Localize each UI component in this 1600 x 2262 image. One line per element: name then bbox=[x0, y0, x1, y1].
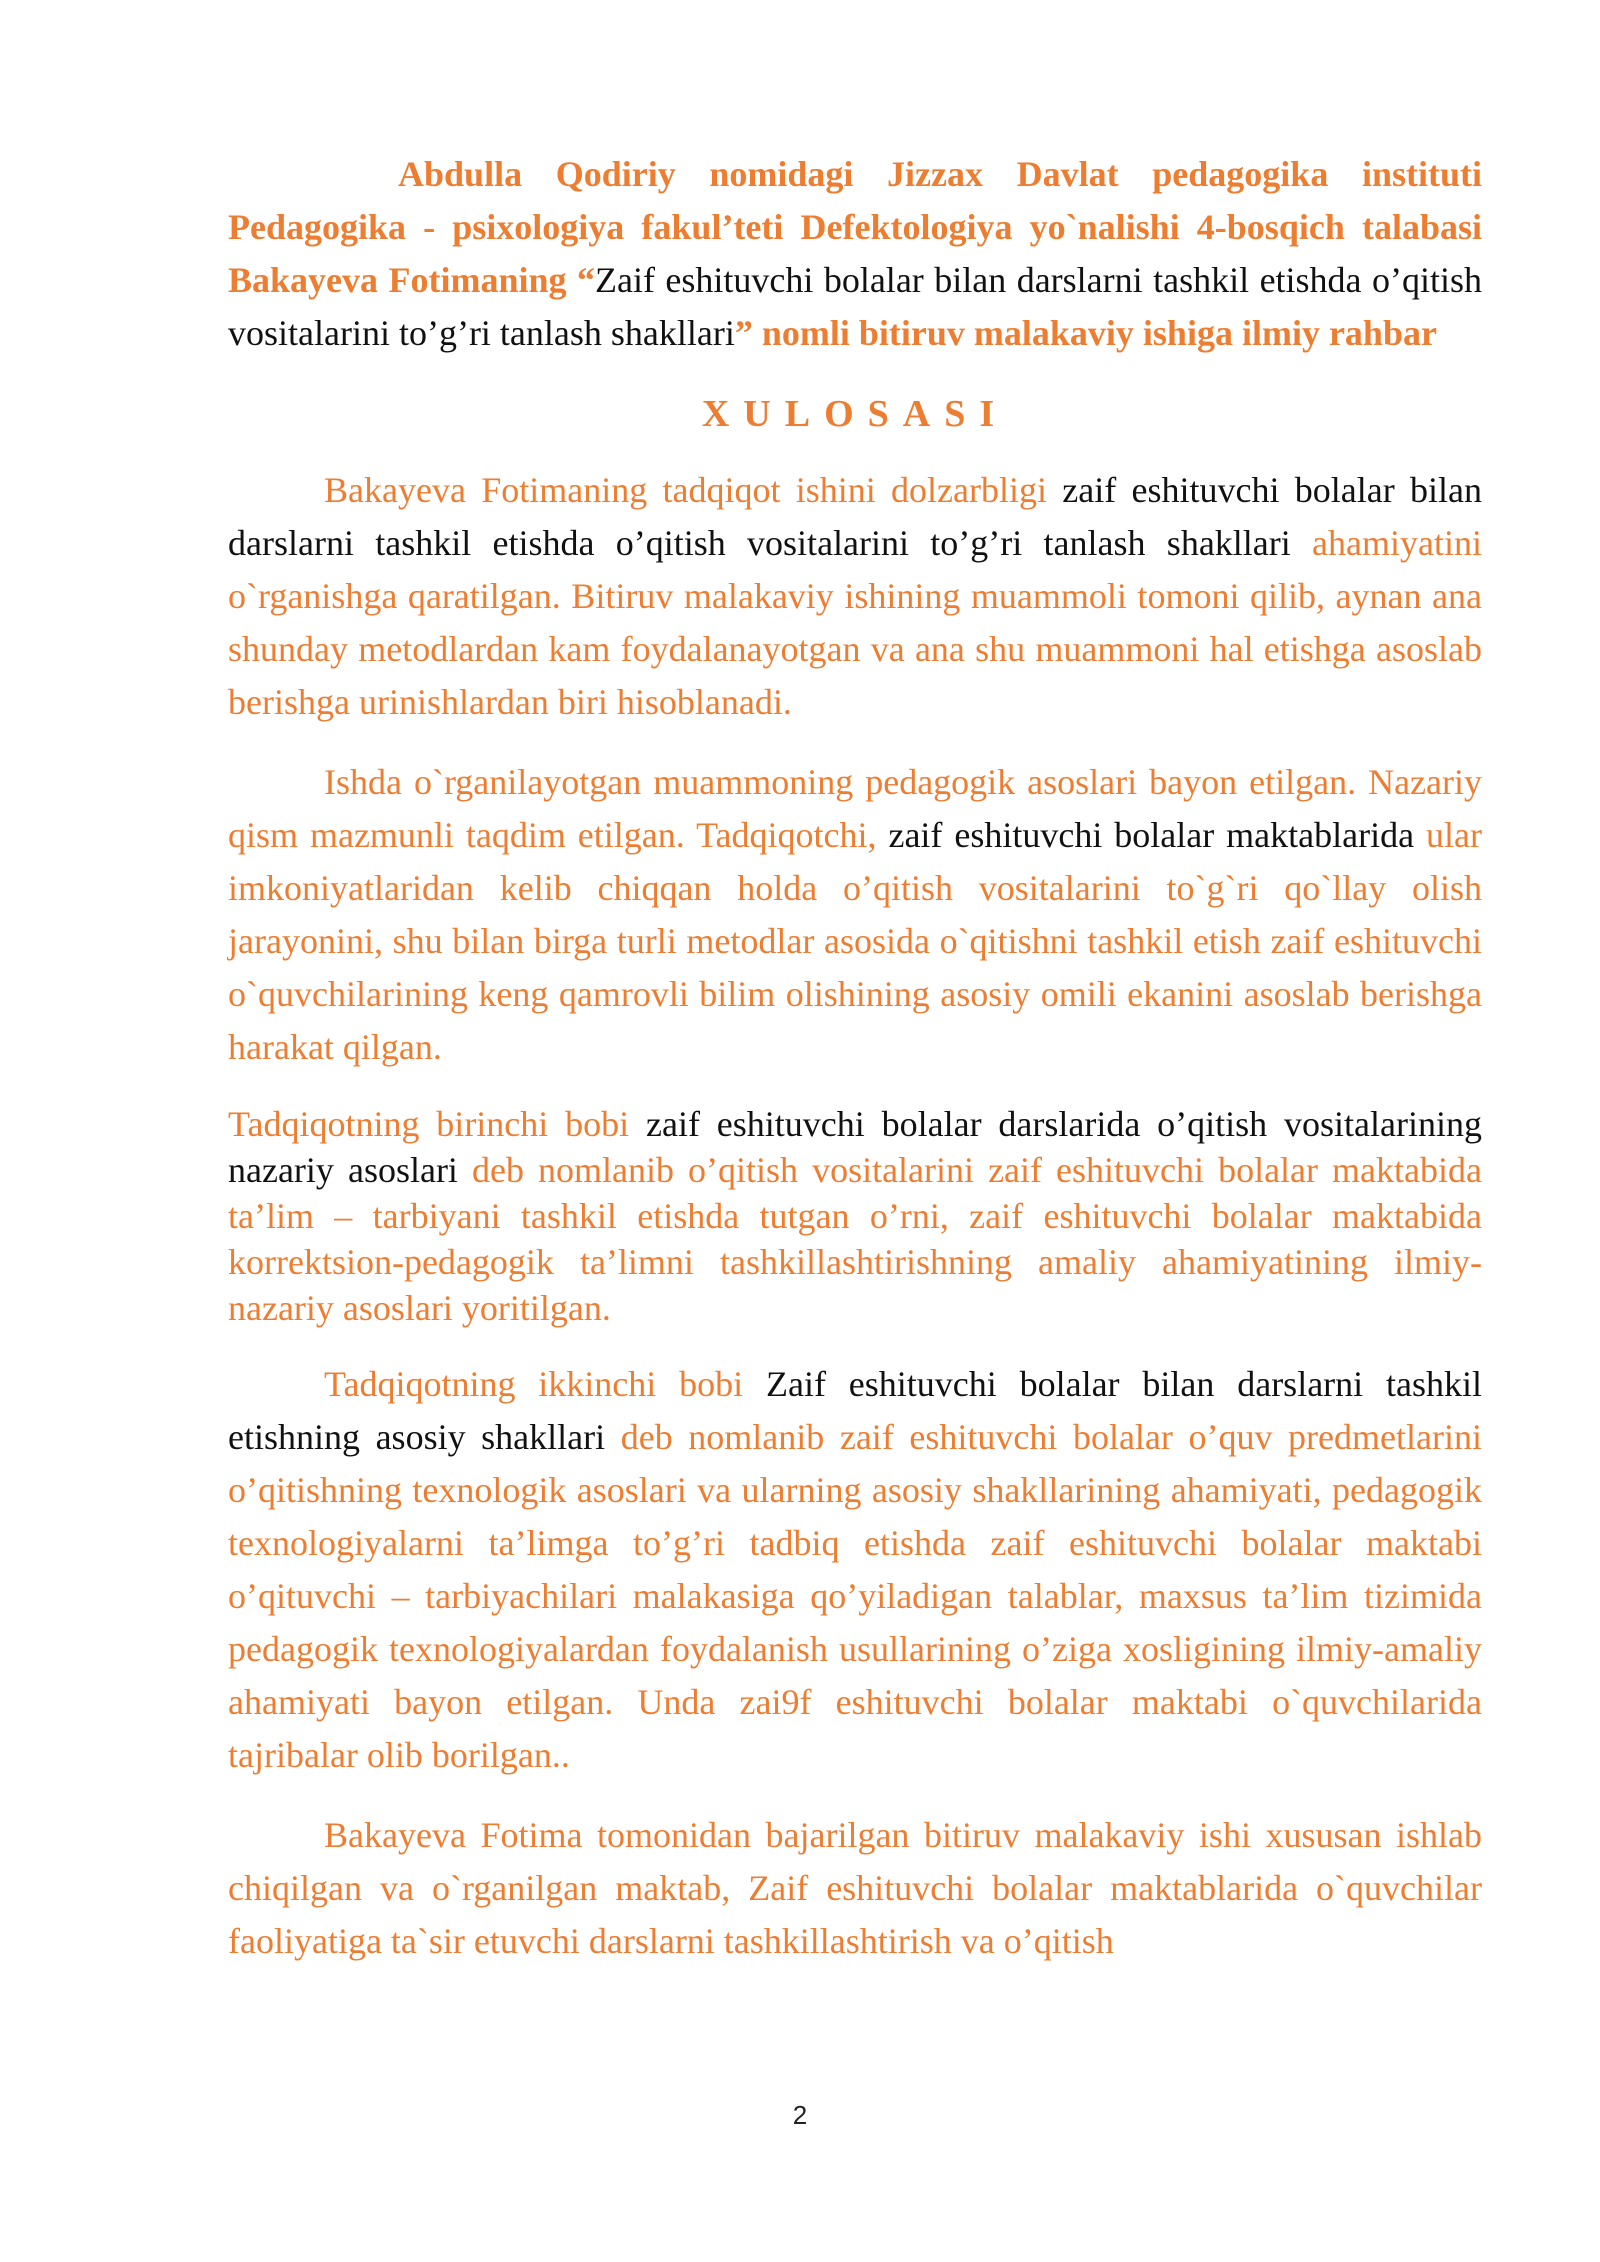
paragraph-3-seg-1: Tadqiqotning birinchi bobi bbox=[228, 1104, 646, 1144]
paragraph-3-seg-3: deb nomlanib o’qitish vositalarini zaif eshituvchi bolalar maktabida ta’lim – tarbiyani tashkil etishda tutgan o’rni, zaif eshituvchi bolalar maktabida korrektsion-pedagogik ta’limni tashkillashtirishning amaliy ahamiyatining ilmiy-nazariy asoslari yoritilgan. bbox=[228, 1150, 1482, 1328]
paragraph-2-seg-1: Ishda o`rganilayotgan muammoning pedagogik asoslari bayon etilgan. Nazariy qism mazmunli taqdim etilgan. Tadqiqotchi, bbox=[228, 762, 1482, 855]
header-block bbox=[228, 148, 1482, 360]
paragraph-3-seg-2: zaif eshituvchi bolalar darslarida o’qitish vositalarining nazariy asoslari bbox=[228, 1104, 1482, 1190]
header-institution: Abdulla Qodiriy nomidagi Jizzax Davlat pedagogika instituti Pedagogika - psixologiya fakul’teti Defektologiya yo`nalishi 4-bosqich talabasi Bakayeva Fotimaning “ bbox=[228, 154, 1482, 300]
paragraph-4 bbox=[228, 1358, 1482, 1782]
document-body bbox=[228, 148, 1482, 1968]
paragraph-1-seg-1: Bakayeva Fotimaning tadqiqot ishini dolzarbligi bbox=[324, 470, 1063, 510]
paragraph-1-seg-2: zaif eshituvchi bolalar bilan darslarni tashkil etishda o’qitish vositalarini to’g’ri tanlash shakllari bbox=[228, 470, 1482, 563]
paragraph-5-seg-1: Bakayeva Fotima tomonidan bajarilgan bitiruv malakaviy ishi xususan ishlab chiqilgan va o`rganilgan maktab, Zaif eshituvchi bolalar maktablarida o`quvchilar faoliyatiga ta`sir etuvchi darslarni tashkillashtirish va o’qitish bbox=[228, 1815, 1482, 1961]
paragraph-2-seg-3: ular imkoniyatlaridan kelib chiqqan holda o’qitish vositalarini to`g`ri qo`llay olish jarayonini, shu bilan birga turli metodlar asosida o`qitishni tashkil etish zaif eshituvchi o`quvchilarining keng qamrovli bilim olishining asosiy omili ekanini asoslab berishga harakat qilgan. bbox=[228, 815, 1483, 1067]
header-thesis-topic: Zaif eshituvchi bolalar bilan darslarni tashkil etishda o’qitish vositalarini to’g’ri tanlash shakllari bbox=[228, 260, 1483, 353]
page-number: 2 bbox=[792, 2100, 808, 2130]
paragraph-2-seg-2: zaif eshituvchi bolalar maktablarida bbox=[888, 815, 1427, 855]
page-title: XULOSASI bbox=[701, 393, 1009, 435]
paragraph-3 bbox=[228, 1101, 1482, 1331]
paragraph-2 bbox=[228, 756, 1482, 1074]
header-supervisor: ” nomli bitiruv malakaviy ishiga ilmiy rahbar bbox=[734, 313, 1437, 353]
paragraph-1-seg-3: ahamiyatini o`rganishga qaratilgan. Bitiruv malakaviy ishining muammoli tomoni qilib, aynan ana shunday metodlardan kam foydalanayotgan va ana shu muammoni hal etishga asoslab berishga urinishlardan biri hisoblanadi. bbox=[228, 523, 1482, 722]
paragraph-4-seg-1: Tadqiqotning ikkinchi bobi bbox=[324, 1364, 766, 1404]
paragraph-1 bbox=[228, 464, 1482, 729]
paragraph-4-seg-2: Zaif eshituvchi bolalar bilan darslarni tashkil etishning asosiy shakllari bbox=[228, 1364, 1482, 1457]
paragraph-5 bbox=[228, 1809, 1482, 1968]
paragraph-4-seg-3: deb nomlanib zaif eshituvchi bolalar o’quv predmetlarini o’qitishning texnologik asoslari va ularning asosiy shakllarining ahamiyati, pedagogik texnologiyalarni ta’limga to’g’ri tadbiq etishda zaif eshituvchi bolalar maktabi o’qituvchi – tarbiyachilari malakasiga qo’yiladigan talablar, maxsus ta’lim tizimida pedagogik texnologiyalardan foydalanish usullarining o’ziga xosligining ilmiy-amaliy ahamiyati bayon etilgan. Unda zai9f eshituvchi bolalar maktabi o`quvchilarida tajribalar olib borilgan.. bbox=[228, 1417, 1482, 1775]
